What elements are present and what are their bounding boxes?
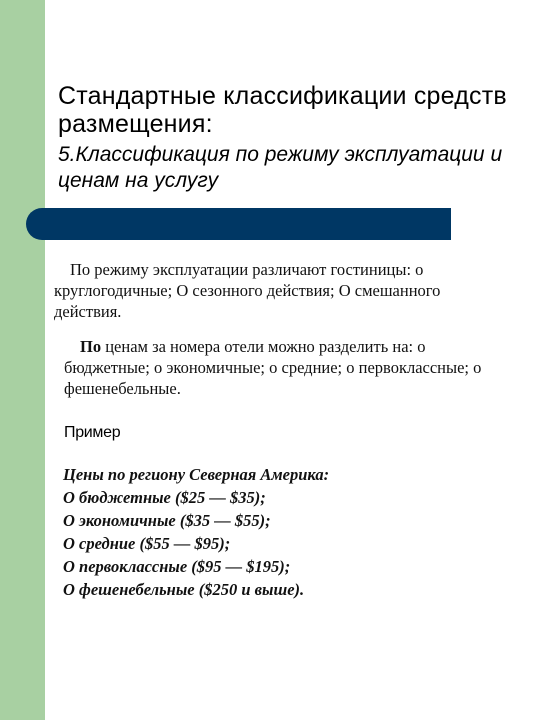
price-list [63, 463, 503, 601]
paragraph-lead: По [80, 337, 102, 356]
price-list-item: О экономичные ($35 — $55); [63, 511, 271, 530]
price-list-item: О бюджетные ($25 — $35); [63, 488, 266, 507]
example-label: Пример [64, 424, 121, 441]
paragraph-operation-mode [54, 259, 494, 322]
paragraph-lead: По [70, 260, 91, 279]
divider-bar [26, 208, 451, 240]
paragraph-text: ценам за номера отели можно разделить на: о бюджетные; о экономичные; о средние; о первоклассные; о фешенебельные. [64, 337, 482, 398]
price-list-heading: Цены по региону Северная Америка: [63, 465, 330, 484]
paragraph-price-level [64, 336, 504, 399]
slide-subtitle: 5.Классификация по режиму эксплуатации и ценам на услугу [58, 143, 503, 192]
price-list-item: О фешенебельные ($250 и выше). [63, 580, 305, 599]
price-list-item: О средние ($55 — $95); [63, 534, 231, 553]
slide-title: Стандартные классификации средств размещения: [58, 82, 507, 138]
paragraph-text: режиму эксплуатации различают гостиницы: о круглогодичные; О сезонного действия; О смешанного действия. [54, 260, 441, 321]
price-list-item: О первоклассные ($95 — $195); [63, 557, 291, 576]
